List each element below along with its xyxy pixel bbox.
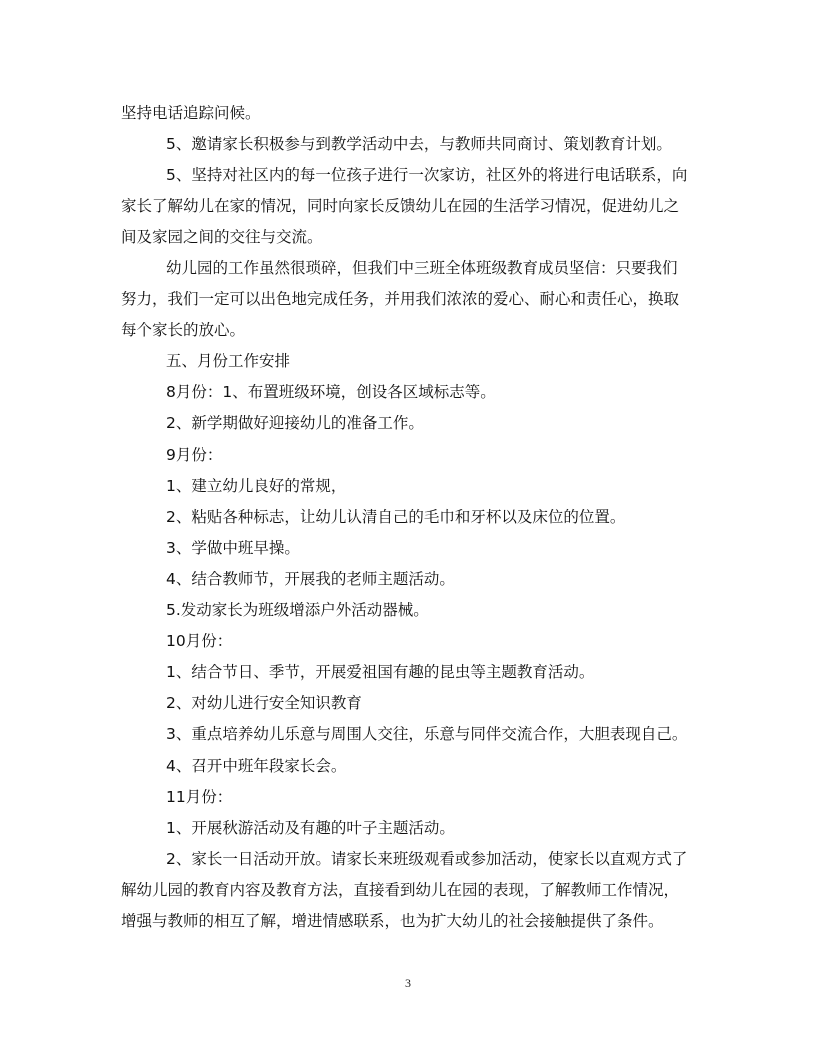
- text-line: 2、家长一日活动开放。请家长来班级观看或参加活动，使家长以直观方式了: [166, 850, 688, 868]
- text-line: 努力，我们一定可以出色地完成任务，并用我们浓浓的爱心、耐心和责任心，换取: [121, 290, 680, 308]
- text-line: 2、粘贴各种标志，让幼儿认清自己的毛巾和牙杯以及床位的位置。: [166, 508, 626, 526]
- text-line: 5、邀请家长积极参与到教学活动中去，与教师共同商讨、策划教育计划。: [166, 135, 672, 153]
- text-line: 4、召开中班年段家长会。: [166, 757, 347, 775]
- text-line: 2、对幼儿进行安全知识教育: [166, 694, 362, 712]
- text-line: 8月份：1、布置班级环境，创设各区域标志等。: [166, 383, 496, 401]
- text-line: 2、新学期做好迎接幼儿的准备工作。: [166, 414, 424, 432]
- text-line: 间及家园之间的交往与交流。: [121, 228, 323, 246]
- text-line: 1、开展秋游活动及有趣的叶子主题活动。: [166, 819, 455, 837]
- text-line: 5.发动家长为班级增添户外活动器械。: [166, 601, 429, 619]
- section-heading: 五、月份工作安排: [166, 352, 291, 370]
- text-line: 家长了解幼儿在家的情况，同时向家长反馈幼儿在园的生活学习情况，促进幼儿之: [121, 197, 680, 215]
- text-line: 5、坚持对社区内的每一位孩子进行一次家访，社区外的将进行电话联系，向: [166, 166, 688, 184]
- text-line: 1、结合节日、季节，开展爱祖国有趣的昆虫等主题教育活动。: [166, 663, 595, 681]
- text-line: 3、重点培养幼儿乐意与周围人交往，乐意与同伴交流合作，大胆表现自己。: [166, 725, 688, 743]
- text-line: 坚持电话追踪问候。: [121, 104, 261, 122]
- text-line: 3、学做中班早操。: [166, 539, 300, 557]
- page-number: 3: [405, 976, 411, 990]
- month-heading: 9月份：: [166, 446, 223, 464]
- text-line: 4、结合教师节，开展我的老师主题活动。: [166, 570, 455, 588]
- text-line: 每个家长的放心。: [121, 321, 246, 339]
- text-line: 增强与教师的相互了解，增进情感联系，也为扩大幼儿的社会接触提供了条件。: [121, 912, 664, 930]
- text-line: 1、建立幼儿良好的常规，: [166, 477, 347, 495]
- month-heading: 10月份：: [166, 632, 233, 650]
- text-line: 幼儿园的工作虽然很琐碎，但我们中三班全体班级教育成员坚信：只要我们: [166, 259, 678, 277]
- month-heading: 11月份：: [166, 788, 233, 806]
- text-line: 解幼儿园的教育内容及教育方法，直接看到幼儿在园的表现，了解教师工作情况，: [121, 881, 680, 899]
